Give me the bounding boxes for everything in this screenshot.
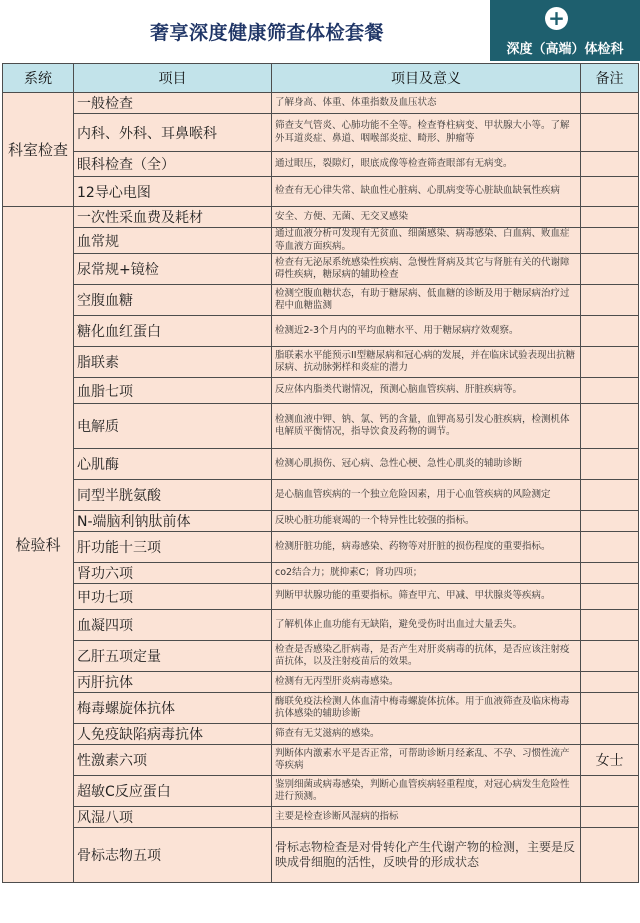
column-header-item: 项目 — [74, 64, 272, 93]
item-cell: 血脂七项 — [74, 378, 272, 404]
meaning-cell: 主要是检查诊断风湿病的指标 — [272, 807, 581, 828]
note-cell — [581, 93, 639, 114]
note-cell — [581, 228, 639, 254]
table-row — [3, 693, 639, 724]
note-cell — [581, 828, 639, 883]
item-cell: 血凝四项 — [74, 610, 272, 641]
meaning-cell: 判断甲状腺功能的重要指标。筛查甲亢、甲减、甲状腺炎等疾病。 — [272, 584, 581, 610]
badge-label: 深度（高端）体检科 — [506, 42, 624, 57]
item-cell: 骨标志物五项 — [74, 828, 272, 883]
meaning-cell: 鉴别细菌或病毒感染，判断心血管疾病轻重程度，对冠心病发生危险性进行预测。 — [272, 776, 581, 807]
table-row — [3, 480, 639, 511]
item-cell: 乙肝五项定量 — [74, 641, 272, 672]
table-row — [3, 378, 639, 404]
checkup-table — [2, 63, 639, 883]
meaning-cell: 检查有无心律失常、缺血性心脏病、心肌病变等心脏缺血缺氧性疾病 — [272, 177, 581, 207]
item-cell: 肝功能十三项 — [74, 532, 272, 563]
meaning-cell: 反应体内脂类代谢情况，预测心脑血管疾病、肝脏疾病等。 — [272, 378, 581, 404]
item-cell: 甲功七项 — [74, 584, 272, 610]
note-cell — [581, 672, 639, 693]
plus-cross-icon: + — [545, 7, 568, 30]
item-cell: 心肌酶 — [74, 449, 272, 480]
meaning-cell: 通过眼压，裂隙灯，眼底成像等检查筛查眼部有无病变。 — [272, 152, 581, 177]
table-row — [3, 449, 639, 480]
column-header-meaning: 项目及意义 — [272, 64, 581, 93]
note-cell — [581, 152, 639, 177]
meaning-cell: 是心脑血管疾病的一个独立危险因素，用于心血管疾病的风险测定 — [272, 480, 581, 511]
table-row — [3, 93, 639, 114]
table-header-row — [3, 64, 639, 93]
table-row — [3, 672, 639, 693]
item-cell: 空腹血糖 — [74, 285, 272, 316]
meaning-cell: co2结合力；胱抑素C；肾功四项； — [272, 563, 581, 584]
note-cell — [581, 563, 639, 584]
meaning-cell: 检测肝脏功能，病毒感染、药物等对肝脏的损伤程度的重要指标。 — [272, 532, 581, 563]
system-cell: 科室检查 — [3, 93, 74, 207]
table-row — [3, 641, 639, 672]
note-cell — [581, 641, 639, 672]
note-cell — [581, 449, 639, 480]
note-cell — [581, 404, 639, 449]
table-row — [3, 316, 639, 347]
note-cell — [581, 378, 639, 404]
note-cell — [581, 114, 639, 152]
table-row — [3, 532, 639, 563]
item-cell: 性激素六项 — [74, 745, 272, 776]
item-cell: 电解质 — [74, 404, 272, 449]
note-cell — [581, 584, 639, 610]
meaning-cell: 脂联素水平能预示II型糖尿病和冠心病的发展，并在临床试验表现出抗糖尿病、抗动脉粥样和炎症的潜力 — [272, 347, 581, 378]
page-header — [0, 0, 640, 62]
note-cell — [581, 693, 639, 724]
item-cell: N-端脑利钠肽前体 — [74, 511, 272, 532]
column-header-note: 备注 — [581, 64, 639, 93]
department-badge — [490, 0, 640, 61]
meaning-cell: 了解机体止血功能有无缺陷，避免受伤时出血过大量丢失。 — [272, 610, 581, 641]
item-cell: 一次性采血费及耗材 — [74, 207, 272, 228]
table-row — [3, 228, 639, 254]
item-cell: 脂联素 — [74, 347, 272, 378]
table-row — [3, 724, 639, 745]
note-cell — [581, 207, 639, 228]
column-header-system: 系统 — [3, 64, 74, 93]
meaning-cell: 筛查有无艾滋病的感染。 — [272, 724, 581, 745]
item-cell: 超敏C反应蛋白 — [74, 776, 272, 807]
meaning-cell: 酶联免疫法检测人体血清中梅毒螺旋体抗体。用于血液筛查及临床梅毒抗体感染的辅助诊断 — [272, 693, 581, 724]
note-cell — [581, 480, 639, 511]
meaning-cell: 安全、方便、无菌、无交叉感染 — [272, 207, 581, 228]
item-cell: 肾功六项 — [74, 563, 272, 584]
note-cell — [581, 316, 639, 347]
table-row — [3, 511, 639, 532]
table-row — [3, 207, 639, 228]
system-cell: 检验科 — [3, 207, 74, 883]
note-cell — [581, 177, 639, 207]
table-row — [3, 563, 639, 584]
meaning-cell: 反映心脏功能衰竭的一个特异性比较强的指标。 — [272, 511, 581, 532]
note-cell: 女士 — [581, 745, 639, 776]
note-cell — [581, 347, 639, 378]
meaning-cell: 检测空腹血糖状态，有助于糖尿病、低血糖的诊断及用于糖尿病治疗过程中血糖监测 — [272, 285, 581, 316]
item-cell: 一般检查 — [74, 93, 272, 114]
item-cell: 12导心电图 — [74, 177, 272, 207]
note-cell — [581, 285, 639, 316]
item-cell: 人免疫缺陷病毒抗体 — [74, 724, 272, 745]
meaning-cell: 了解身高、体重、体重指数及血压状态 — [272, 93, 581, 114]
table-row — [3, 114, 639, 152]
table-row — [3, 347, 639, 378]
note-cell — [581, 724, 639, 745]
note-cell — [581, 254, 639, 285]
page-title: 奢享深度健康筛查体检套餐 — [150, 22, 385, 44]
note-cell — [581, 532, 639, 563]
note-cell — [581, 610, 639, 641]
note-cell — [581, 807, 639, 828]
meaning-cell: 筛查支气管炎、心肺功能不全等。检查脊柱病变、甲状腺大小等。了解外耳道炎症、鼻道、咽喉部炎症、畸形、肿瘤等 — [272, 114, 581, 152]
table-row — [3, 828, 639, 883]
meaning-cell: 通过血液分析可发现有无贫血、细菌感染、病毒感染、白血病、败血症等血液方面疾病。 — [272, 228, 581, 254]
meaning-cell: 检查有无泌尿系统感染性疾病、急慢性肾病及其它与肾脏有关的代谢障碍性疾病，糖尿病的辅助检查 — [272, 254, 581, 285]
meaning-cell: 检测血液中钾、钠、氯、钙的含量，血钾高易引发心脏疾病，检测机体电解质平衡情况，指导饮食及药物的调节。 — [272, 404, 581, 449]
table-row — [3, 404, 639, 449]
item-cell: 梅毒螺旋体抗体 — [74, 693, 272, 724]
table-row — [3, 254, 639, 285]
item-cell: 尿常规+镜检 — [74, 254, 272, 285]
meaning-cell: 判断体内激素水平是否正常，可帮助诊断月经紊乱、不孕、习惯性流产等疾病 — [272, 745, 581, 776]
meaning-cell: 检测有无丙型肝炎病毒感染。 — [272, 672, 581, 693]
table-row — [3, 807, 639, 828]
note-cell — [581, 776, 639, 807]
table-row — [3, 152, 639, 177]
table-row — [3, 584, 639, 610]
meaning-cell: 骨标志物检查是对骨转化产生代谢产物的检测，主要是反映成骨细胞的活性，反映骨的形成状态 — [272, 828, 581, 883]
item-cell: 丙肝抗体 — [74, 672, 272, 693]
item-cell: 血常规 — [74, 228, 272, 254]
meaning-cell: 检测近2-3个月内的平均血糖水平、用于糖尿病疗效观察。 — [272, 316, 581, 347]
table-row — [3, 776, 639, 807]
table-row — [3, 610, 639, 641]
meaning-cell: 检查是否感染乙肝病毒，是否产生对肝炎病毒的抗体，是否应该注射疫苗抗体，以及注射疫苗后的效果。 — [272, 641, 581, 672]
meaning-cell: 检测心肌损伤、冠心病、急性心梗、急性心肌炎的辅助诊断 — [272, 449, 581, 480]
note-cell — [581, 511, 639, 532]
table-row — [3, 177, 639, 207]
table-row — [3, 285, 639, 316]
table-row — [3, 745, 639, 776]
item-cell: 糖化血红蛋白 — [74, 316, 272, 347]
item-cell: 眼科检查（全） — [74, 152, 272, 177]
item-cell: 风湿八项 — [74, 807, 272, 828]
item-cell: 内科、外科、耳鼻喉科 — [74, 114, 272, 152]
item-cell: 同型半胱氨酸 — [74, 480, 272, 511]
